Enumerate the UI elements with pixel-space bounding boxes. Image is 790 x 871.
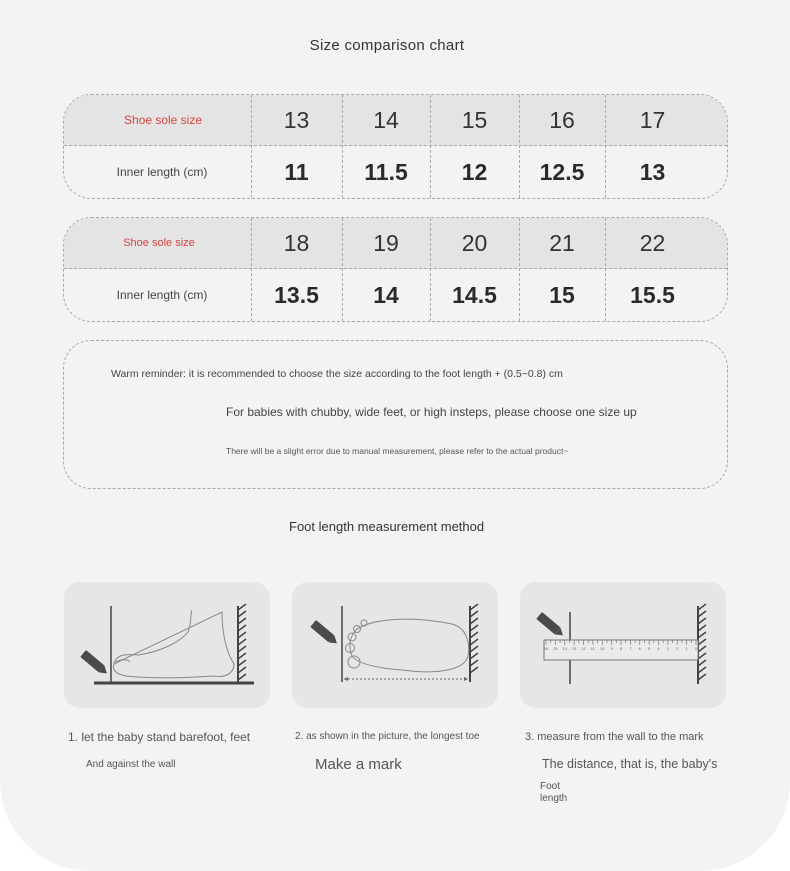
size-cell: 16 [549,106,575,133]
inner-length-label: Inner length (cm) [116,288,208,302]
shoe-sole-size-label: Shoe sole size [123,113,203,127]
ruler-number: 7 [629,646,632,651]
step-1-illustration [64,582,270,708]
ruler-number: 4 [657,646,660,651]
ruler-number: 2 [676,646,679,651]
step-3-line-1: 3. measure from the wall to the mark [525,731,704,743]
step-3-line-3: Foot length [540,781,568,804]
ruler-number: 11 [590,646,595,651]
reminder-line-1: Warm reminder: it is recommended to choose the size according to the foot length + (0.5~0.8) cm [111,368,563,380]
ruler-number: 8 [619,646,623,651]
step-2-line-1: 2. as shown in the picture, the longest toe [295,731,480,742]
ruler-number: 6 [638,646,641,651]
reminder-line-2: For babies with chubby, wide feet, or high insteps, please choose one size up [226,405,637,419]
method-title: Foot length measurement method [289,519,485,534]
length-cell: 13.5 [274,281,319,308]
ruler-number: 3 [666,646,669,651]
ruler-number: 0 [694,646,698,651]
ruler-number: 16 [543,646,549,651]
length-cell: 15.5 [630,281,675,308]
size-cell: 17 [639,106,666,133]
size-cell: 20 [461,229,488,256]
length-cell: 11.5 [364,158,408,185]
length-cell: 15 [549,281,575,308]
size-cell: 21 [549,229,575,256]
size-table-1 [63,94,728,199]
reminder-box [63,340,728,489]
step-1-line-2: And against the wall [86,759,176,770]
ruler-number: 10 [600,646,605,651]
size-cell: 22 [639,229,666,256]
step-3-illustration [520,582,726,708]
size-cell: 14 [373,106,399,133]
length-cell: 11 [284,158,309,185]
ruler-number: 14 [562,646,567,651]
ruler-number: 13 [571,646,577,651]
size-cell: 19 [373,229,399,256]
size-cell: 13 [283,106,310,133]
page-title: Size comparison chart [309,37,465,54]
ruler-number: 9 [610,646,613,651]
step-3-line-2: The distance, that is, the baby's [542,757,718,771]
size-table-2 [63,217,728,322]
length-cell: 14 [373,281,399,308]
shoe-sole-size-label: Shoe sole size [123,237,195,249]
length-cell: 14.5 [452,281,497,308]
ruler-number: 12 [581,646,586,651]
length-cell: 12.5 [539,158,585,185]
size-cell: 18 [283,229,310,256]
inner-length-label: Inner length (cm) [116,165,208,179]
ruler-number: 5 [648,646,651,651]
step-1-line-1: 1. let the baby stand barefoot, feet [68,730,251,744]
length-cell: 12 [461,158,488,185]
ruler-number: 1 [685,646,688,651]
ruler-number: 15 [553,646,558,651]
step-2-illustration [292,582,498,708]
reminder-line-3: There will be a slight error due to manual measurement, please refer to the actual product~ [226,446,569,456]
length-cell: 13 [639,158,666,185]
step-2-line-2: Make a mark [315,756,402,773]
size-cell: 15 [461,106,488,133]
